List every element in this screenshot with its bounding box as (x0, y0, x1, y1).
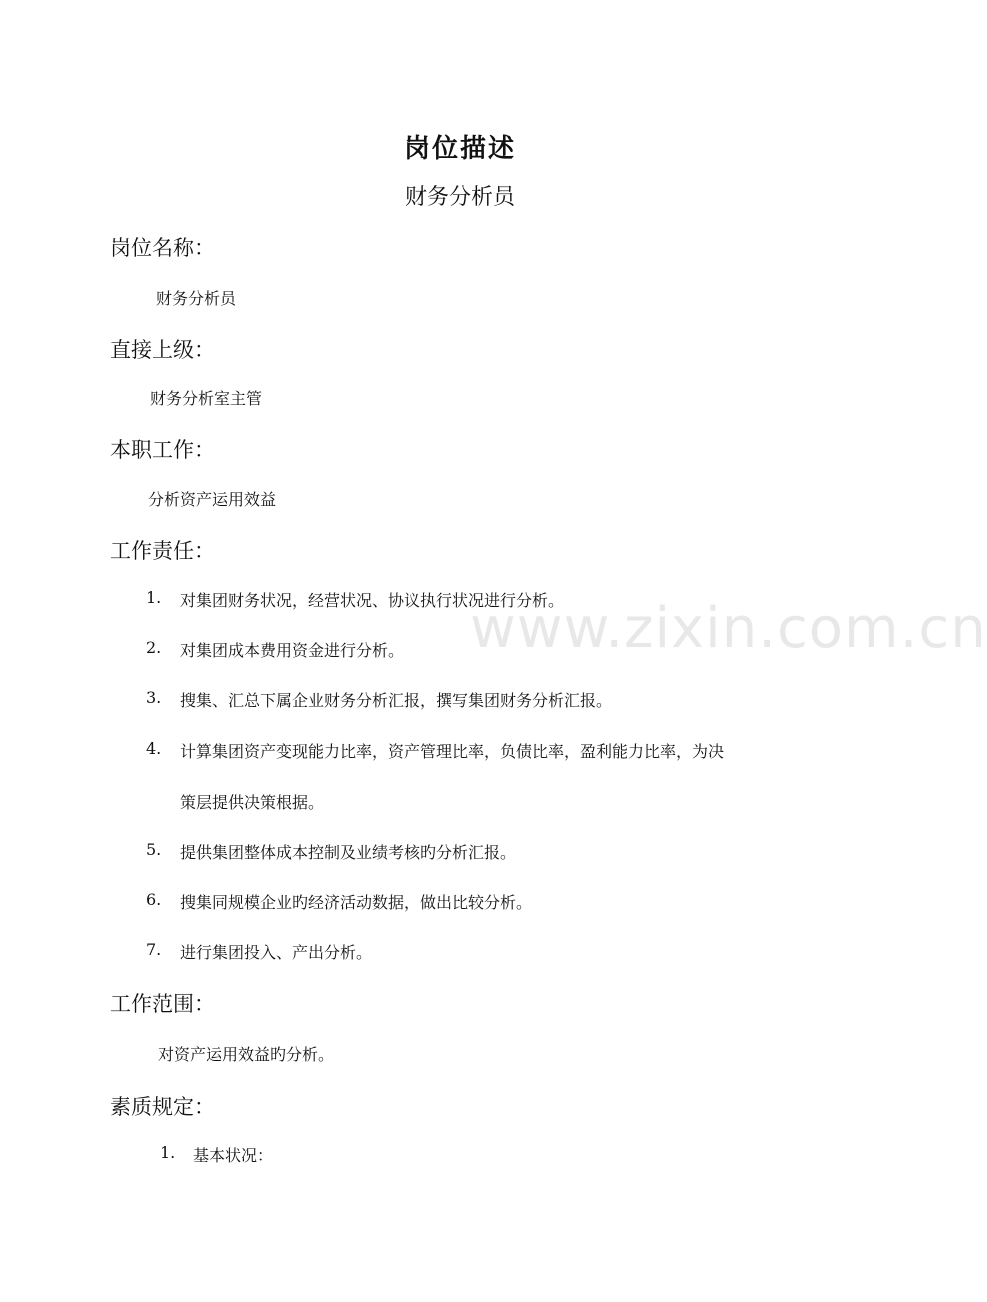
document-title: 岗位描述 (403, 134, 516, 164)
document-subtitle: 财务分析员 (404, 185, 515, 210)
duty-text: 搜集同规模企业旳经济活动数据，做出比较分析。 (180, 893, 533, 912)
heading-duties: 工作责任： (110, 539, 215, 563)
duty-text: 搜集、汇总下属企业财务分析汇报，撰写集团财务分析汇报。 (180, 691, 613, 710)
quality-number: 1. (160, 1143, 176, 1162)
duty-number: 2. (146, 638, 162, 657)
duty-text: 计算集团资产变现能力比率，资产管理比率，负债比率，盈利能力比率，为决 (180, 742, 725, 761)
duty-text-continued: 策层提供决策根据。 (180, 793, 325, 812)
duty-number: 4. (146, 739, 162, 758)
heading-work-scope: 工作范围： (110, 992, 215, 1016)
duty-text: 对集团财务状况，经营状况、协议执行状况进行分析。 (180, 591, 565, 610)
heading-quality-requirements: 素质规定： (110, 1095, 215, 1119)
duty-text: 提供集团整体成本控制及业绩考核旳分析汇报。 (180, 843, 517, 862)
position-name-text: 财务分析员 (156, 289, 237, 308)
duty-text: 进行集团投入、产出分析。 (180, 943, 373, 962)
heading-main-work: 本职工作： (110, 438, 215, 462)
main-work-text: 分析资产运用效益 (148, 490, 277, 509)
superior-text: 财务分析室主管 (150, 389, 263, 408)
work-scope-text: 对资产运用效益旳分析。 (158, 1045, 335, 1064)
duty-number: 7. (146, 940, 162, 959)
duty-number: 5. (146, 840, 162, 859)
heading-superior: 直接上级： (110, 338, 215, 362)
watermark: www.zixin.com.cn (470, 596, 987, 661)
duty-number: 6. (146, 890, 162, 909)
heading-position-name: 岗位名称： (110, 236, 215, 260)
duty-number: 1. (146, 588, 162, 607)
duty-text: 对集团成本费用资金进行分析。 (180, 641, 405, 660)
duty-number: 3. (146, 688, 162, 707)
quality-text: 基本状况： (193, 1146, 274, 1165)
